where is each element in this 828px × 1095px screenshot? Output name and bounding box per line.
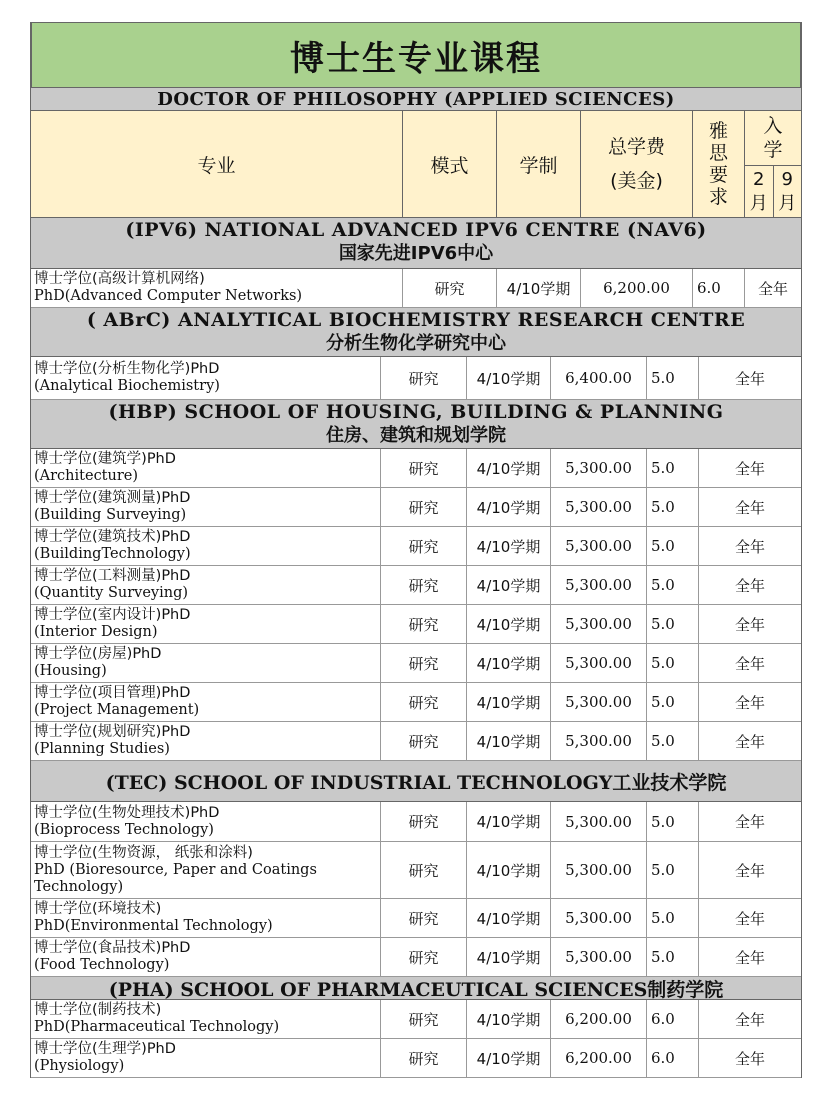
section-title-zh: 住房、建筑和规划学院 bbox=[326, 425, 506, 446]
program-name-zh: 博士学位(规划研究)PhD bbox=[34, 724, 191, 740]
table-row bbox=[31, 488, 801, 527]
program-ielts: 6.0 bbox=[647, 1000, 699, 1038]
program-name-en: (Building Surveying) bbox=[34, 507, 187, 523]
program-name-en: (Food Technology) bbox=[34, 957, 170, 973]
table-row bbox=[31, 683, 801, 722]
program-ielts: 5.0 bbox=[647, 899, 699, 937]
program-intake: 全年 bbox=[734, 861, 765, 880]
program-name bbox=[31, 683, 381, 721]
program-fee: 5,300.00 bbox=[551, 722, 647, 760]
program-name-zh: 博士学位(食品技术)PhD bbox=[34, 940, 191, 956]
program-name-zh: 博士学位(分析生物化学)PhD bbox=[34, 361, 220, 377]
program-fee: 5,300.00 bbox=[551, 566, 647, 604]
program-name-zh: 博士学位(生物处理技术)PhD bbox=[34, 804, 220, 821]
program-ielts: 5.0 bbox=[647, 938, 699, 976]
program-name bbox=[31, 722, 381, 760]
table-row bbox=[31, 269, 801, 308]
program-name-en: (Quantity Surveying) bbox=[34, 585, 189, 601]
program-intake: 全年 bbox=[734, 576, 765, 595]
header-intake-char1: 入 bbox=[763, 115, 783, 137]
program-mode: 研究 bbox=[381, 605, 467, 643]
program-name bbox=[31, 1000, 381, 1038]
program-name bbox=[31, 566, 381, 604]
table-row bbox=[31, 802, 801, 842]
program-mode: 研究 bbox=[381, 938, 467, 976]
program-fee: 5,300.00 bbox=[551, 899, 647, 937]
program-ielts: 6.0 bbox=[647, 1039, 699, 1077]
program-intake: 全年 bbox=[734, 498, 765, 517]
table-row bbox=[31, 938, 801, 977]
table-header bbox=[31, 111, 801, 218]
table-row bbox=[31, 842, 801, 899]
program-name-en: (BuildingTechnology) bbox=[34, 546, 191, 562]
program-intake: 全年 bbox=[734, 909, 765, 928]
program-name-zh: 博士学位(建筑测量)PhD bbox=[34, 490, 191, 506]
program-length: 4/10学期 bbox=[467, 566, 551, 604]
program-ielts: 5.0 bbox=[647, 357, 699, 399]
program-ielts: 5.0 bbox=[647, 566, 699, 604]
program-mode: 研究 bbox=[381, 1000, 467, 1038]
program-mode: 研究 bbox=[381, 644, 467, 682]
header-intake-feb bbox=[745, 166, 774, 217]
section-title-en: (HBP) SCHOOL OF HOUSING, BUILDING & PLANNING bbox=[108, 401, 724, 423]
program-ielts: 5.0 bbox=[647, 683, 699, 721]
program-mode: 研究 bbox=[381, 722, 467, 760]
section-header bbox=[31, 218, 801, 269]
table-row bbox=[31, 566, 801, 605]
section-title-zh: 国家先进IPV6中心 bbox=[338, 243, 494, 264]
header-ielts-char3: 要 bbox=[708, 164, 728, 186]
program-fee: 5,300.00 bbox=[551, 938, 647, 976]
program-intake: 全年 bbox=[734, 813, 765, 831]
program-name-en: PhD(Pharmaceutical Technology) bbox=[34, 1019, 280, 1035]
program-intake: 全年 bbox=[734, 732, 765, 751]
page-title: 博士生专业课程 bbox=[31, 22, 801, 88]
program-length: 4/10学期 bbox=[467, 842, 551, 898]
program-name-zh: 博士学位(项目管理)PhD bbox=[34, 685, 191, 701]
header-fee-line1: 总学费 bbox=[607, 136, 665, 158]
program-name bbox=[31, 842, 381, 898]
program-length: 4/10学期 bbox=[467, 722, 551, 760]
program-name-zh: 博士学位(建筑技术)PhD bbox=[34, 529, 191, 545]
section-header: (PHA) SCHOOL OF PHARMACEUTICAL SCIENCES制药学院 bbox=[31, 977, 801, 1000]
program-mode: 研究 bbox=[381, 527, 467, 565]
header-intake-sep-unit: 月 bbox=[778, 192, 797, 214]
program-length: 4/10学期 bbox=[467, 449, 551, 487]
program-intake: 全年 bbox=[734, 948, 765, 967]
section-title-en: (IPV6) NATIONAL ADVANCED IPV6 CENTRE (NAV6) bbox=[125, 219, 707, 241]
program-mode: 研究 bbox=[381, 1039, 467, 1077]
program-mode: 研究 bbox=[381, 357, 467, 399]
program-name-en: (Interior Design) bbox=[34, 624, 158, 640]
program-name-zh: 博士学位(环境技术) bbox=[34, 901, 162, 917]
program-name-en: (Analytical Biochemistry) bbox=[34, 378, 220, 394]
program-mode: 研究 bbox=[381, 842, 467, 898]
section-header bbox=[31, 400, 801, 449]
program-fee: 5,300.00 bbox=[551, 488, 647, 526]
program-name-en: (Bioprocess Technology) bbox=[34, 821, 214, 838]
program-name-en: PhD(Environmental Technology) bbox=[34, 918, 273, 934]
program-length: 4/10学期 bbox=[467, 488, 551, 526]
header-ielts-char4: 求 bbox=[708, 186, 728, 208]
program-mode: 研究 bbox=[381, 449, 467, 487]
program-name bbox=[31, 357, 381, 399]
program-name bbox=[31, 938, 381, 976]
program-name-zh: 博士学位(生理学)PhD bbox=[34, 1041, 176, 1057]
program-fee: 6,200.00 bbox=[551, 1039, 647, 1077]
header-intake-feb-unit: 月 bbox=[749, 192, 768, 214]
program-ielts: 5.0 bbox=[647, 527, 699, 565]
section-title-zh: 分析生物化学研究中心 bbox=[326, 333, 506, 354]
program-fee: 5,300.00 bbox=[551, 683, 647, 721]
table-row bbox=[31, 644, 801, 683]
program-length: 4/10学期 bbox=[467, 899, 551, 937]
program-intake: 全年 bbox=[757, 279, 788, 298]
program-fee: 5,300.00 bbox=[551, 644, 647, 682]
program-length: 4/10学期 bbox=[467, 1000, 551, 1038]
table-row bbox=[31, 1039, 801, 1078]
program-intake: 全年 bbox=[734, 537, 765, 556]
program-name bbox=[31, 605, 381, 643]
program-ielts: 5.0 bbox=[647, 644, 699, 682]
program-length: 4/10学期 bbox=[467, 605, 551, 643]
program-name-zh: 博士学位(房屋)PhD bbox=[34, 646, 162, 662]
program-length: 4/10学期 bbox=[467, 357, 551, 399]
program-ielts: 5.0 bbox=[647, 449, 699, 487]
program-name bbox=[31, 449, 381, 487]
program-fee: 5,300.00 bbox=[551, 605, 647, 643]
program-name-en: (Architecture) bbox=[34, 468, 139, 484]
table-row bbox=[31, 1000, 801, 1039]
program-intake: 全年 bbox=[734, 615, 765, 634]
table-row bbox=[31, 449, 801, 488]
program-name-en: (Physiology) bbox=[34, 1058, 125, 1074]
program-mode: 研究 bbox=[381, 683, 467, 721]
page-subtitle: DOCTOR OF PHILOSOPHY (APPLIED SCIENCES) bbox=[31, 88, 801, 111]
program-ielts: 5.0 bbox=[647, 802, 699, 841]
program-name-en: PhD(Advanced Computer Networks) bbox=[34, 288, 303, 304]
program-fee: 6,200.00 bbox=[581, 269, 693, 307]
program-mode: 研究 bbox=[381, 899, 467, 937]
section-header bbox=[31, 308, 801, 357]
course-table bbox=[30, 22, 802, 1078]
program-fee: 5,300.00 bbox=[551, 449, 647, 487]
program-name bbox=[31, 1039, 381, 1077]
program-mode: 研究 bbox=[381, 488, 467, 526]
program-name-zh: 博士学位(室内设计)PhD bbox=[34, 607, 191, 623]
program-intake: 全年 bbox=[734, 693, 765, 712]
program-mode: 研究 bbox=[381, 566, 467, 604]
program-length: 4/10学期 bbox=[467, 683, 551, 721]
program-name-en: (Planning Studies) bbox=[34, 741, 170, 757]
table-row bbox=[31, 722, 801, 761]
program-name bbox=[31, 644, 381, 682]
header-fee-line2: (美金) bbox=[610, 170, 663, 192]
program-ielts: 6.0 bbox=[693, 269, 745, 307]
program-name bbox=[31, 899, 381, 937]
program-name-en: (Project Management) bbox=[34, 702, 200, 718]
section-title-en: ( ABrC) ANALYTICAL BIOCHEMISTRY RESEARCH CENTRE bbox=[86, 309, 746, 331]
table-row bbox=[31, 899, 801, 938]
program-name bbox=[31, 802, 381, 841]
program-name-zh: 博士学位(建筑学)PhD bbox=[34, 451, 176, 467]
program-name-zh: 博士学位(生物资源， 纸张和涂料) bbox=[34, 844, 253, 861]
header-intake-char2: 学 bbox=[763, 139, 783, 161]
program-intake: 全年 bbox=[734, 369, 765, 388]
program-fee: 5,300.00 bbox=[551, 842, 647, 898]
header-intake bbox=[745, 111, 801, 217]
header-intake-feb-num: 2 bbox=[753, 168, 765, 190]
program-ielts: 5.0 bbox=[647, 722, 699, 760]
program-length: 4/10学期 bbox=[467, 802, 551, 841]
header-intake-sep bbox=[774, 166, 802, 217]
program-name bbox=[31, 527, 381, 565]
table-row bbox=[31, 357, 801, 400]
header-mode: 模式 bbox=[403, 111, 497, 217]
program-intake: 全年 bbox=[734, 1010, 765, 1029]
program-length: 4/10学期 bbox=[467, 527, 551, 565]
header-intake-sep-num: 9 bbox=[781, 168, 793, 190]
program-name-en: PhD (Bioresource, Paper and Coatings Technology) bbox=[34, 861, 317, 895]
program-fee: 5,300.00 bbox=[551, 527, 647, 565]
program-fee: 5,300.00 bbox=[551, 802, 647, 841]
program-name-en: (Housing) bbox=[34, 663, 107, 679]
header-fee bbox=[581, 111, 693, 217]
program-name-zh: 博士学位(高级计算机网络) bbox=[34, 271, 205, 287]
sections-container bbox=[31, 218, 801, 1078]
header-ielts-char1: 雅 bbox=[708, 120, 728, 142]
header-length: 学制 bbox=[497, 111, 581, 217]
program-intake: 全年 bbox=[734, 1049, 765, 1068]
program-mode: 研究 bbox=[381, 802, 467, 841]
table-row bbox=[31, 527, 801, 566]
header-ielts bbox=[693, 111, 745, 217]
program-name-zh: 博士学位(制药技术) bbox=[34, 1002, 162, 1018]
program-fee: 6,200.00 bbox=[551, 1000, 647, 1038]
program-length: 4/10学期 bbox=[497, 269, 581, 307]
program-intake: 全年 bbox=[734, 459, 765, 478]
program-ielts: 5.0 bbox=[647, 842, 699, 898]
program-intake: 全年 bbox=[734, 654, 765, 673]
program-length: 4/10学期 bbox=[467, 938, 551, 976]
header-major: 专业 bbox=[31, 111, 403, 217]
program-length: 4/10学期 bbox=[467, 1039, 551, 1077]
program-mode: 研究 bbox=[403, 269, 497, 307]
program-name bbox=[31, 488, 381, 526]
header-ielts-char2: 思 bbox=[708, 142, 728, 164]
table-row bbox=[31, 605, 801, 644]
program-ielts: 5.0 bbox=[647, 605, 699, 643]
program-name bbox=[31, 269, 403, 307]
program-fee: 6,400.00 bbox=[551, 357, 647, 399]
program-name-zh: 博士学位(工料测量)PhD bbox=[34, 568, 191, 584]
section-header: (TEC) SCHOOL OF INDUSTRIAL TECHNOLOGY工业技术学院 bbox=[31, 761, 801, 802]
program-ielts: 5.0 bbox=[647, 488, 699, 526]
program-length: 4/10学期 bbox=[467, 644, 551, 682]
